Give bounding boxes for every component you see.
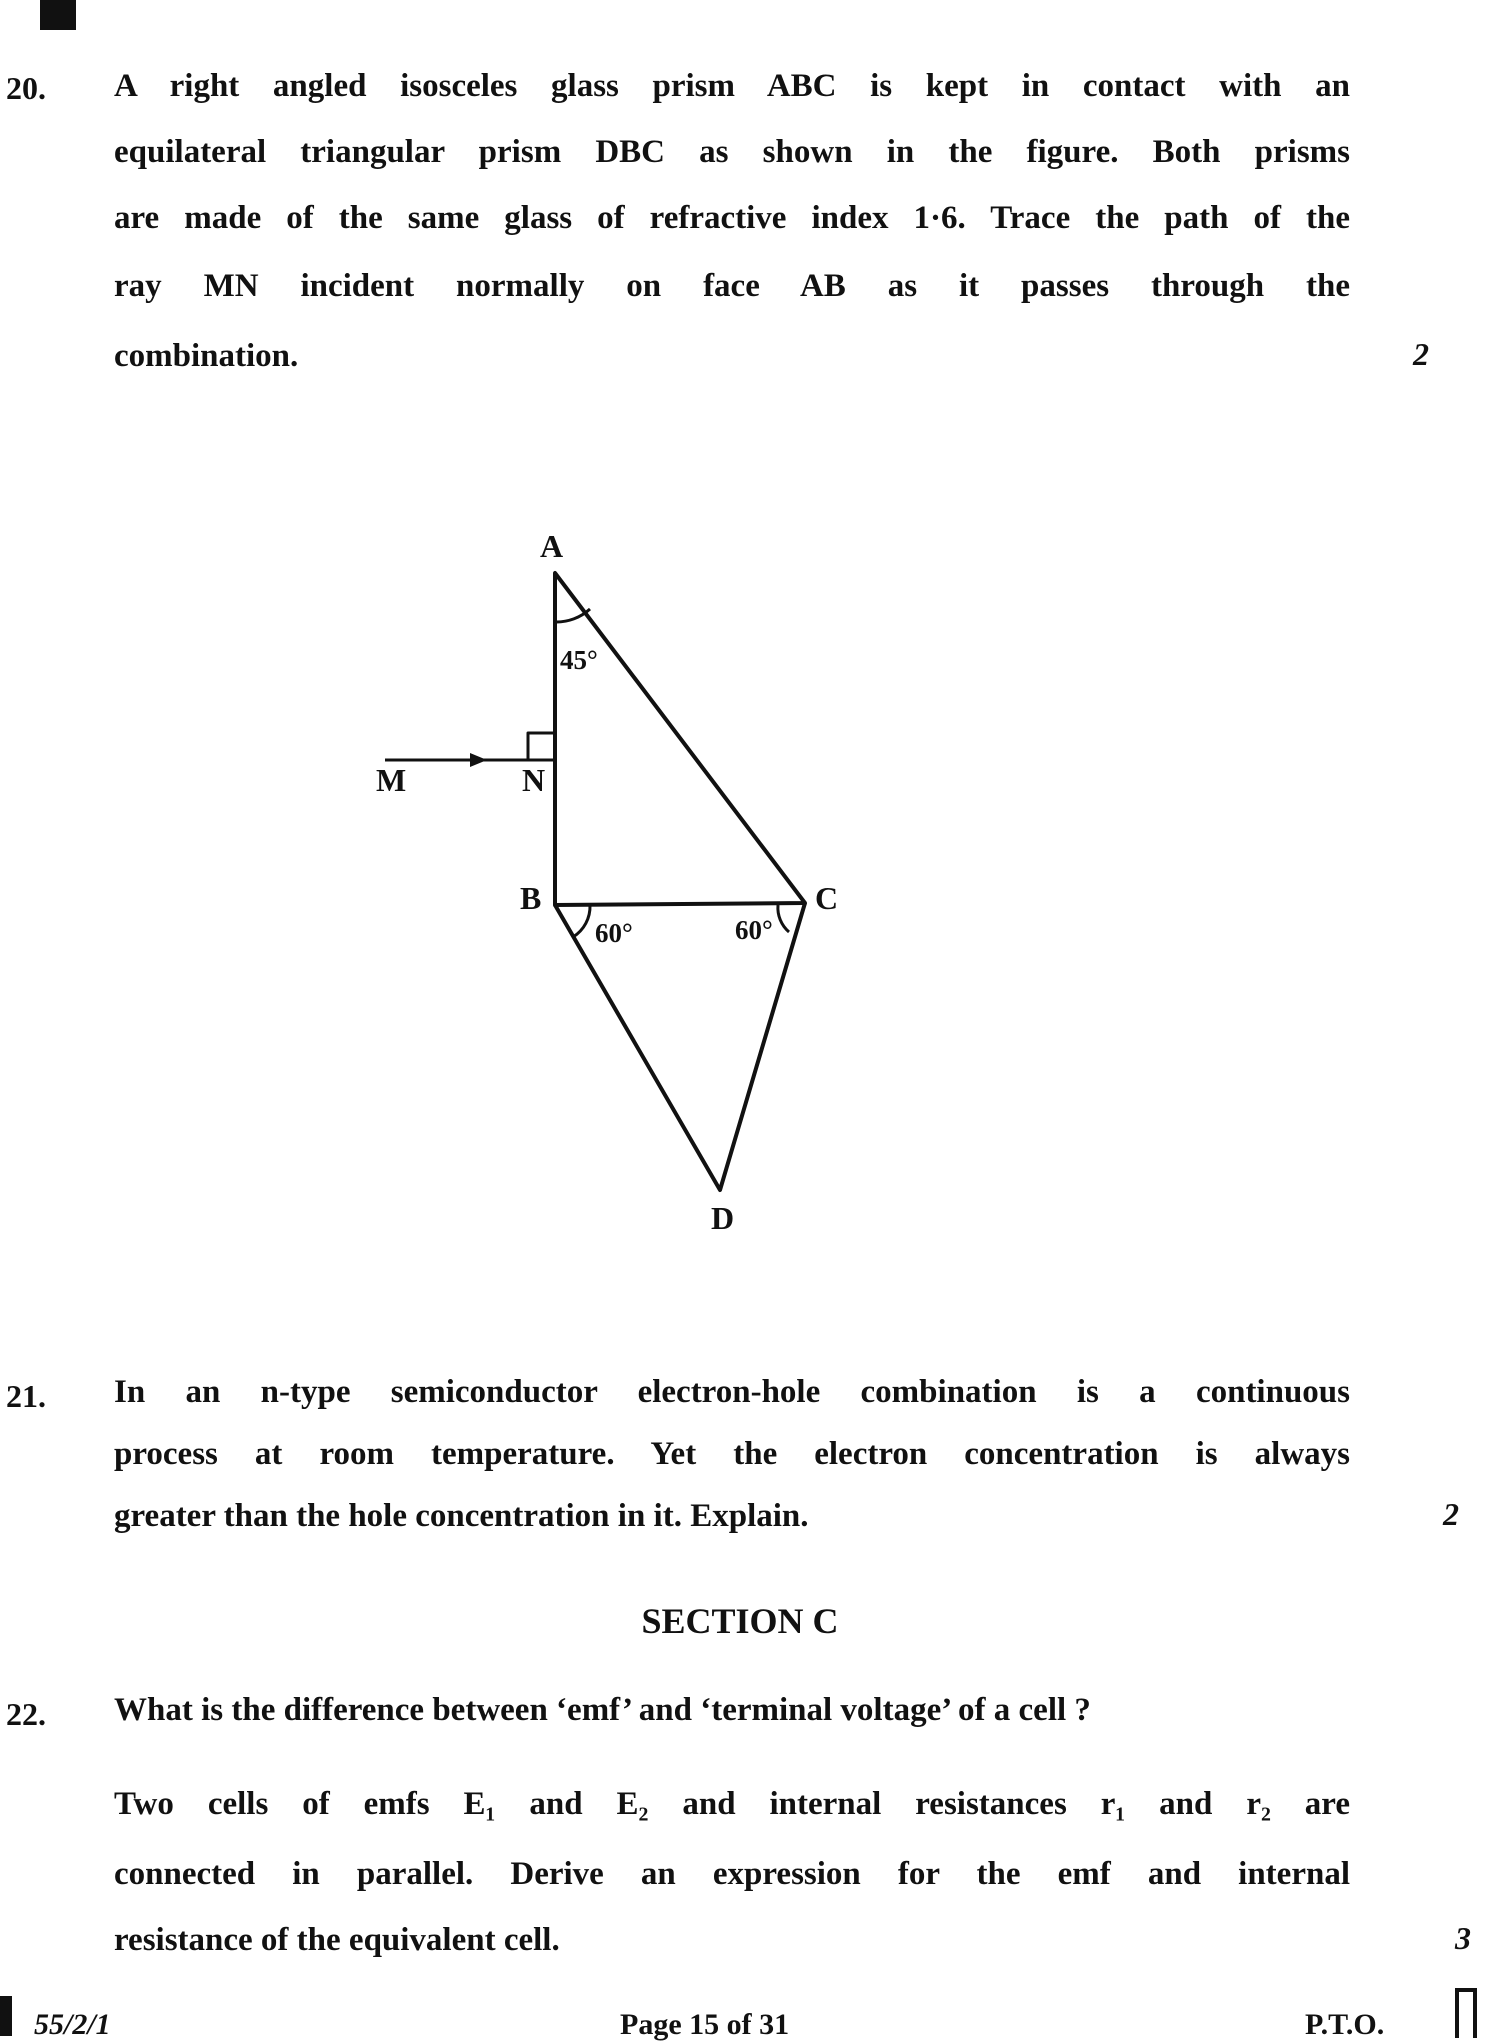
question-number-21: 21. bbox=[6, 1378, 46, 1414]
q20-line-4: ray MN incident normally on face AB as it passes through the bbox=[114, 268, 1350, 304]
angle-arc-c bbox=[778, 905, 789, 932]
angle-label-c: 60° bbox=[735, 915, 773, 945]
footer-left-bar bbox=[0, 1996, 12, 2036]
prism-dbc bbox=[555, 903, 805, 1190]
footer-code: 55/2/1 bbox=[34, 2008, 111, 2041]
q20-line-5: combination. bbox=[114, 338, 299, 374]
label-m: M bbox=[376, 762, 407, 798]
q20-marks: 2 bbox=[1413, 336, 1429, 372]
q22-marks: 3 bbox=[1455, 1920, 1471, 1956]
label-d: D bbox=[711, 1200, 735, 1236]
q21-line-2: process at room temperature. Yet the electron concentration is always bbox=[114, 1436, 1350, 1472]
q20-line-3: are made of the same glass of refractive index 1·6. Trace the path of the bbox=[114, 200, 1350, 236]
angle-label-a: 45° bbox=[560, 645, 598, 675]
q22-line-1: Two cells of emfs E₁ and E₂ and internal resistances r₁ and r₂ are bbox=[114, 1786, 1350, 1822]
arrow-head-icon bbox=[470, 753, 487, 767]
footer-pto: P.T.O. bbox=[1305, 2008, 1385, 2041]
q22-line-3: resistance of the equivalent cell. bbox=[114, 1922, 560, 1958]
label-b: B bbox=[520, 880, 542, 916]
q22-line-2: connected in parallel. Derive an expression for the emf and internal bbox=[114, 1856, 1350, 1892]
q20-line-1: A right angled isosceles glass prism ABC is kept in contact with an bbox=[114, 68, 1350, 104]
q22-question: What is the difference between ‘emf’ and ‘terminal voltage’ of a cell ? bbox=[114, 1692, 1091, 1728]
label-a: A bbox=[540, 528, 564, 564]
footer-right-mark bbox=[1455, 1988, 1477, 2038]
right-angle-mark bbox=[528, 733, 555, 760]
footer-page-number: Page 15 of 31 bbox=[620, 2008, 790, 2041]
label-c: C bbox=[815, 880, 839, 916]
question-number-20: 20. bbox=[6, 70, 46, 106]
q21-line-3: greater than the hole concentration in it. Explain. bbox=[114, 1498, 809, 1534]
angle-arc-b bbox=[573, 905, 590, 937]
q21-marks: 2 bbox=[1443, 1496, 1459, 1532]
section-title: SECTION C bbox=[641, 1601, 839, 1641]
prism-abc bbox=[555, 573, 805, 905]
q20-line-2: equilateral triangular prism DBC as shown in the figure. Both prisms bbox=[114, 134, 1350, 170]
angle-label-b: 60° bbox=[595, 918, 633, 948]
label-n: N bbox=[522, 762, 546, 798]
question-number-22: 22. bbox=[6, 1696, 46, 1732]
q21-line-1: In an n-type semiconductor electron-hole combination is a continuous bbox=[114, 1374, 1350, 1410]
